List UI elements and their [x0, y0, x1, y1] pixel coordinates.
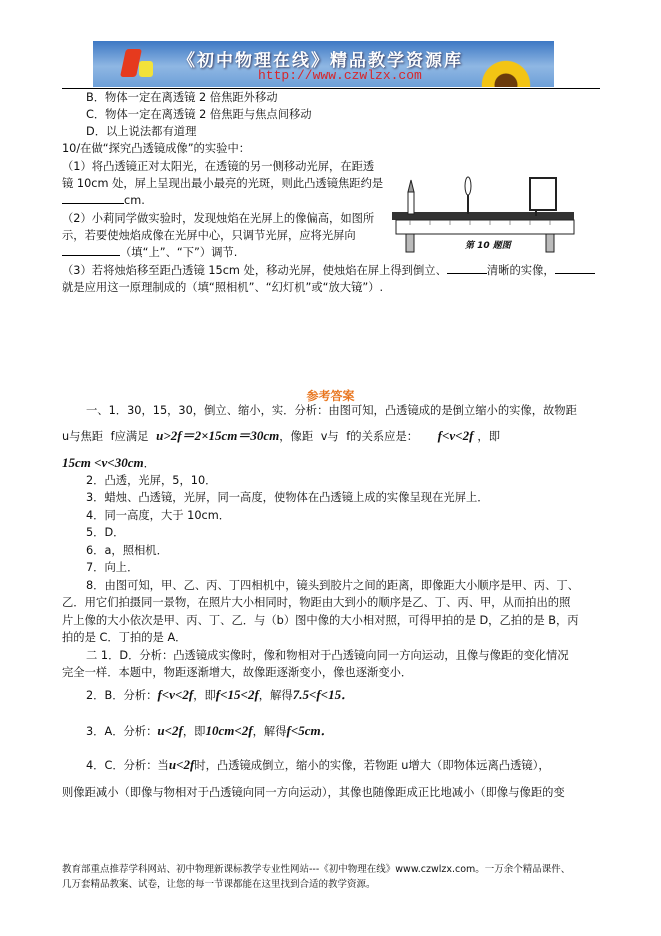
answer-1-line1: 一、1．30，15，30，倒立、缩小，实．分析：由图可知，凸透镜成的是倒立缩小的实像，故物距	[86, 404, 577, 417]
formula: u>2f＝2×15cm＝30cm	[156, 428, 280, 443]
answer-2: 2．凸透，光屏，5，10．	[86, 474, 217, 487]
formula: 10cm<2f	[205, 723, 253, 738]
option-b: B．物体一定在离透镜 2 倍焦距外移动	[86, 91, 278, 104]
q10-p2-line1: （2）小莉同学做实验时，发现烛焰在光屏上的像偏高，如图所	[62, 212, 375, 225]
answer-blank	[555, 273, 595, 274]
answer-5: 5．D．	[86, 526, 125, 539]
option-c: C．物体一定在离透镜 2 倍焦距与焦点间移动	[86, 108, 312, 121]
formula: f<5cm．	[286, 723, 334, 738]
figure-caption: 第 10 题图	[465, 241, 511, 251]
q10-p2-tail: （填“上”、“下”）调节.	[120, 246, 238, 259]
banner-title: 《初中物理在线》精品教学资源库	[178, 51, 463, 71]
formula: u<2f	[157, 723, 183, 738]
text: ，解得	[252, 725, 287, 738]
text: ，像距 v与 f的关系应是：	[279, 430, 419, 443]
answer-8-line1: 8．由图可知，甲、乙、丙、丁四相机中，镜头到胶片之间的距离，即像距大小顺序是甲、丙、丁、	[86, 579, 579, 592]
sunflower-image	[478, 57, 534, 87]
text: 时，凸透镜成倒立，缩小的实像，若物距 u增大（即物体远离凸透镜），	[194, 759, 550, 772]
answer-b3	[86, 724, 334, 739]
answer-blank	[447, 273, 487, 274]
answer-b2	[86, 688, 354, 703]
answer-7: 7．向上．	[86, 561, 139, 574]
answer-6: 6．a，照相机．	[86, 544, 168, 557]
q10-title: 10/在做“探究凸透镜成像”的实验中：	[62, 142, 251, 155]
answers-title: 参考答案	[306, 389, 355, 403]
text: ，即	[477, 430, 501, 443]
formula: 15cm <v<30cm	[62, 455, 144, 470]
answer-8-line3: 片上像的大小依次是甲、丙、丁、乙．与（b）图中像的大小相对照，可得甲拍的是 D，乙拍的是 B，丙	[62, 614, 579, 627]
formula: f<v<2f	[157, 687, 194, 702]
q10-p1-line1: （1）将凸透镜正对太阳光，在透镜的另一侧移动光屏，在距透	[62, 160, 375, 173]
answer-8-line4: 拍的是 C．丁拍的是 A．	[62, 631, 187, 644]
answer-b1-line1: 二 1．D．分析：凸透镜成实像时，像和物相对于凸透镜向同一方向运动，且像与像距的变化情况	[86, 649, 569, 662]
q10-p3-a: （3）若将烛焰移至距凸透镜 15cm 处，移动光屏，使烛焰在屏上得到倒立、	[62, 264, 447, 277]
formula: 7.5<f<15．	[292, 687, 355, 702]
text: ，解得	[258, 689, 293, 702]
q10-p2-line3	[62, 246, 237, 260]
answer-3: 3．蜡烛、凸透镜，光屏，同一高度，使物体在凸透镜上成的实像呈现在光屏上．	[86, 491, 489, 504]
formula: u<2f	[168, 757, 195, 772]
text: 2．B．分析：	[86, 689, 158, 702]
answer-blank	[62, 203, 124, 204]
q10-p3-line2: 就是应用这一原理制成的（填“照相机”、“幻灯机”或“放大镜”）.	[62, 281, 384, 294]
formula: f<v<2f	[437, 428, 474, 443]
option-d: D．以上说法都有道理	[86, 125, 197, 138]
header-rule	[62, 88, 600, 89]
answer-1-line3	[62, 456, 155, 471]
formula: f<15<2f	[215, 687, 259, 702]
banner-url[interactable]: http://www.czwlzx.com	[258, 68, 422, 83]
text: ，即	[182, 725, 206, 738]
q10-p3-line1	[62, 264, 595, 278]
site-banner	[93, 41, 554, 87]
answer-4: 4．同一高度，大于 10cm．	[86, 509, 231, 522]
answer-b1-line2: 完全一样．本题中，物距逐渐增大，故像距逐渐变小，像也逐渐变小．	[62, 666, 413, 679]
answer-b4-line1	[86, 758, 550, 773]
text: ．	[143, 457, 155, 470]
q10-p1-line3	[62, 194, 145, 208]
text: ，即	[193, 689, 216, 702]
answer-8-line2: 乙．用它们拍摄同一景物，在照片大小相同时，物距由大到小的顺序是乙、丁、丙、甲，从而拍出的照	[62, 596, 571, 609]
text: 4．C．分析：当	[86, 759, 169, 772]
q10-p3-b: 清晰的实像，	[486, 264, 555, 277]
unit: cm.	[124, 194, 145, 207]
footer-line1: 教育部重点推荐学科网站、初中物理新课标教学专业性网站---《初中物理在线》www.czwlzx.com。一万余个精品课件、	[62, 864, 571, 875]
answer-blank	[62, 255, 120, 256]
text: 3．A．分析：	[86, 725, 158, 738]
q10-p1-line2: 镜 10cm 处，屏上呈现出最小最亮的光斑，则此凸透镜焦距约是	[62, 177, 384, 190]
answer-b4-line2: 则像距减小（即像与物相对于凸透镜向同一方向运动），其像也随像距成正比地减小（即像与像距的变	[62, 786, 565, 799]
footer-line2: 几万套精品教案、试卷，让您的每一节课都能在这里找到合适的教学资源。	[62, 879, 376, 890]
answer-1-line2	[62, 429, 500, 444]
logo-accent-icon	[139, 61, 153, 77]
text: u与焦距 f应满足	[62, 430, 149, 443]
q10-p2-line2: 示，若要使烛焰成像在光屏中心，只调节光屏，应将光屏向	[62, 229, 356, 242]
